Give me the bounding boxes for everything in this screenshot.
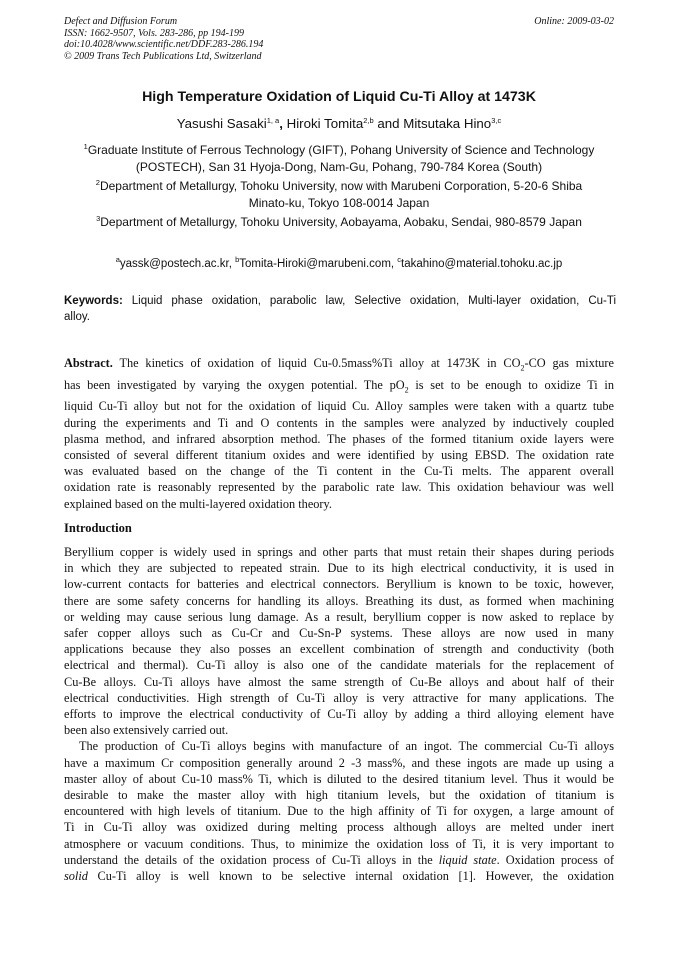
- affil-text: Department of Metallurgy, Tohoku University, Aobayama, Aobaku, Sendai, 980-8579 Japan: [100, 215, 582, 229]
- journal-copyright: © 2009 Trans Tech Publications Ltd, Switzerland: [64, 50, 262, 62]
- keywords: [64, 294, 616, 325]
- paragraph-line: atmosphere or vacuum conditions. Thus, to minimize the oxidation loss of Ti, it is very important to: [64, 836, 614, 851]
- paragraph-line: been also extensively carried out.: [64, 723, 229, 738]
- author-sup: 1, a: [266, 116, 280, 125]
- author-sup: 3,c: [491, 116, 502, 125]
- abstract-line: was evaluated based on the change of the Ti content in the Cu-Ti melts. The apparent overall: [64, 464, 614, 479]
- affil-text: Graduate Institute of Ferrous Technology (GIFT), Pohang University of Science and Technology: [87, 143, 595, 157]
- paragraph-line: electrical conductivities. High strength of Cu-Ti alloy is very attractive for many applications. The: [64, 690, 614, 705]
- email-sup: a: [115, 255, 120, 264]
- affil-text: Minato-ku, Tokyo 108-0014 Japan: [248, 195, 430, 210]
- abstract-text: has been investigated by varying the oxygen potential. The pO: [64, 377, 405, 392]
- abstract-text: is set to be enough to oxidize Ti in: [408, 377, 614, 392]
- affil-sup: 2: [95, 178, 100, 187]
- affil-text: (POSTECH), San 31 Hyoja-Dong, Nam-Gu, Pohang, 790-784 Korea (South): [135, 159, 543, 174]
- paragraph-line: low-current contacts for batteries and electrical connectors. Beryllium is known to be toxic, however,: [64, 577, 614, 592]
- paragraph-line: have a maximum Cr composition generally around 2 -3 mass%, and these ingots are made up using a: [64, 755, 614, 770]
- email-link[interactable]: Tomita-Hiroki@marubeni.com,: [239, 258, 398, 270]
- subscript: 2: [520, 363, 525, 373]
- affiliation-1: [60, 142, 618, 175]
- paragraph-line: safer copper alloys such as Cu-Cr and Cu-Sn-P systems. These alloys are now used in many: [64, 626, 614, 641]
- paragraph-line: or welding may cause serious lung damage. As a result, beryllium copper is now asked to replace by: [64, 609, 614, 624]
- keywords-text: Liquid phase oxidation, parabolic law, Selective oxidation, Multi-layer oxidation, Cu-Ti: [122, 295, 616, 307]
- paragraph-line: there are some safety concerns for handling its alloys. Breathing its dust, as formed when machining: [64, 593, 614, 608]
- email-sup: b: [235, 255, 240, 264]
- author-separator: and: [373, 116, 404, 131]
- abstract-line: plasma method, and infrared absorption method. The phases of the formed titanium oxide layers were: [64, 431, 614, 446]
- email-link[interactable]: yassk@postech.ac.kr,: [119, 258, 236, 270]
- affil-text: Department of Metallurgy, Tohoku University, now with Marubeni Corporation, 5-20-6 Shiba: [99, 179, 583, 193]
- journal-name: Defect and Diffusion Forum: [64, 16, 178, 27]
- abstract-label: Abstract.: [64, 356, 113, 370]
- affil-sup: 1: [83, 142, 88, 151]
- journal-issn: ISSN: 1662-9507, Vols. 283-286, pp 194-199: [64, 27, 244, 39]
- author-name: Yasushi Sasaki: [176, 116, 267, 131]
- paragraph-line: Beryllium copper is widely used in springs and other parts that must retain their shapes during periods: [64, 545, 614, 559]
- abstract-line: consisted of several different titanium oxides and were identified by using EBSD. The oxidation rate: [64, 447, 614, 462]
- abstract: [64, 355, 614, 512]
- keywords-text: alloy.: [64, 310, 90, 323]
- paragraph-line: efforts to improve the electrical conductivity of Cu-Ti alloy by adding a third alloying element have: [64, 707, 614, 722]
- affiliation-2: [60, 178, 618, 211]
- paragraph-line: encountered with high levels of titanium. Due to the high affinity of Ti for oxygen, a large amount of: [64, 804, 614, 819]
- abstract-text: The kinetics of oxidation of liquid Cu-0.5mass%Ti alloy at 1473K in CO: [112, 356, 521, 370]
- affiliation-3: [60, 214, 618, 231]
- paragraph-text: . Oxidation process of: [496, 852, 614, 867]
- paragraph-line: desirable to make the master alloy with high titanium levels, but the oxidation of titanium is: [64, 788, 614, 803]
- subscript: 2: [404, 385, 409, 395]
- paragraph-line: The production of Cu-Ti alloys begins with manufacture of an ingot. The commercial Cu-Ti alloys: [79, 739, 614, 754]
- author-name: Mitsutaka Hino: [403, 116, 492, 131]
- abstract-line: liquid Cu-Ti alloy but not for the oxidation of liquid Cu. Alloy samples were taken with a quartz tube: [64, 399, 614, 414]
- abstract-text: -CO gas mixture: [524, 356, 614, 370]
- paragraph-text: Cu-Ti alloy is well known to be selective internal oxidation [1]. However, the oxidation: [87, 869, 614, 884]
- paragraph-line: in which they are subjected to repeated strain. Due to its high electrical conductivity, it is used in: [64, 561, 614, 576]
- author-list: [0, 116, 678, 131]
- author-name: Hiroki Tomita: [286, 116, 364, 131]
- paper-title: High Temperature Oxidation of Liquid Cu-Ti Alloy at 1473K: [142, 89, 536, 105]
- paragraph-line: Cu-Be alloys. Cu-Ti alloys have almost the same strength of Cu-Be alloys and about half of their: [64, 674, 614, 689]
- email-link[interactable]: takahino@material.tohoku.ac.jp: [401, 258, 563, 270]
- paragraph-line: electrical and thermal). Cu-Ti alloy is also one of the candidate materials for the replacement of: [64, 658, 614, 673]
- italic-term: solid: [64, 869, 88, 884]
- introduction-text: [64, 544, 614, 884]
- abstract-line: oxidation rate is reasonably represented by the parabolic rate law. This oxidation behaviour was well: [64, 480, 614, 495]
- abstract-line: during the experiments and Ti and O contents in the samples were analyzed by inductively coupled: [64, 415, 614, 430]
- author-sup: 2,b: [363, 116, 374, 125]
- author-emails: [0, 255, 678, 270]
- abstract-line: explained based on the multi-layered oxidation theory.: [64, 496, 332, 511]
- paragraph-line: master alloy of about Cu-10 mass% Ti, which is diluted to the desired titanium level. Thus it would be: [64, 771, 614, 786]
- keywords-label: Keywords:: [64, 295, 123, 307]
- journal-doi: doi:10.4028/www.scientific.net/DDF.283-286.194: [64, 39, 264, 50]
- online-date: Online: 2009-03-02: [534, 16, 614, 27]
- affil-sup: 3: [96, 214, 101, 223]
- section-heading: Introduction: [64, 521, 132, 535]
- author-separator: ,: [279, 116, 287, 131]
- journal-header: [64, 16, 263, 62]
- paragraph-text: understand the details of the oxidation process of Cu-Ti alloys in the: [64, 852, 439, 867]
- paragraph-line: applications because they also posses an excellent combination of strength and conductivity (both: [64, 642, 614, 657]
- italic-term: liquid state: [438, 852, 497, 867]
- paragraph-line: Ti in Cu-Ti alloy was oxidized during melting process although alloys are melted under inert: [64, 820, 614, 835]
- email-sup: c: [397, 255, 402, 264]
